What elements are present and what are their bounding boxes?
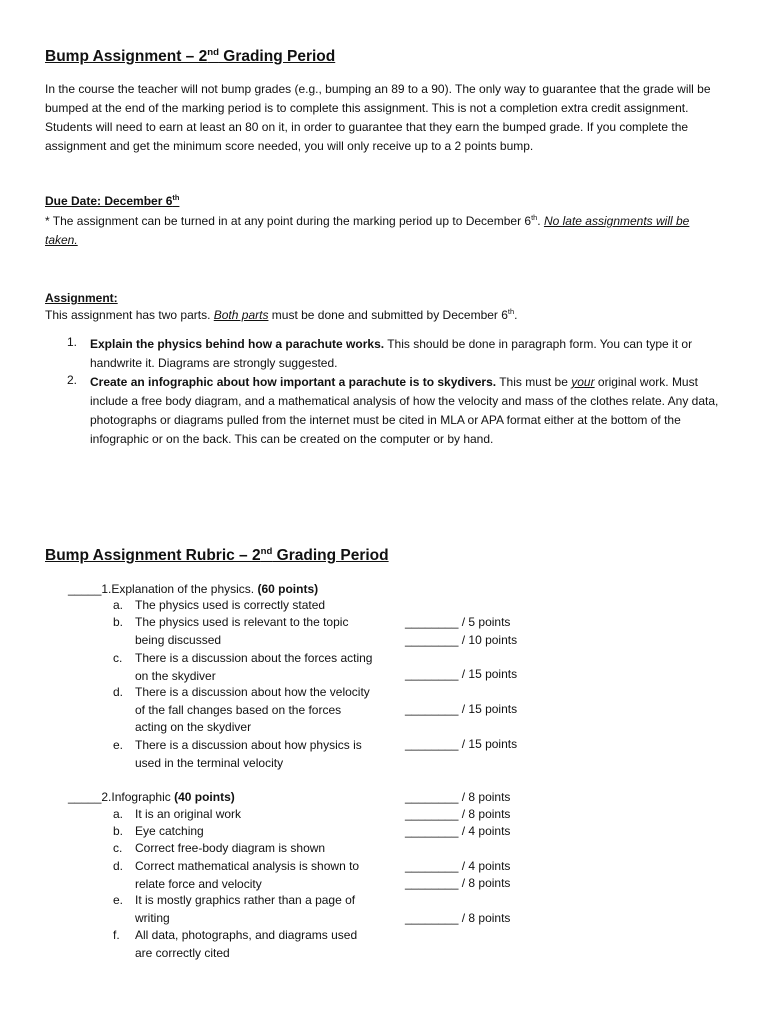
rubric-item-letter: e. — [113, 893, 124, 907]
page-title — [45, 48, 335, 66]
due-note-text: * The assignment can be turned in at any point during the marking period up to December 6 — [45, 214, 532, 228]
rubric-item-text: It is an original work — [135, 807, 242, 821]
item-text — [90, 335, 727, 373]
item-bold-text: Create an infographic about how important a parachute is to skydivers. — [90, 375, 497, 389]
rubric-item-text: Correct mathematical analysis is shown to relate force and velocity — [135, 859, 360, 891]
rubric-title-superscript: nd — [260, 545, 273, 557]
rubric-item-text: All data, photographs, and diagrams used are correctly cited — [135, 928, 358, 960]
rubric-item-letter: d. — [113, 685, 124, 699]
no-late-notice: No late assignments will be taken. — [45, 214, 690, 247]
section-label: 2.Infographic — [101, 790, 175, 804]
title-superscript: nd — [207, 46, 219, 58]
both-parts-emphasis: Both parts — [213, 308, 269, 322]
your-emphasis: your — [571, 375, 595, 389]
rubric-item-text: The physics used is correctly stated — [135, 598, 326, 612]
rubric-item-text: There is a discussion about how the velocity of the fall changes based on the forces acting on the skydiver — [135, 685, 370, 734]
rubric-item-text: There is a discussion about how physics is used in the terminal velocity — [135, 738, 362, 770]
item-bold-text: Explain the physics behind how a parachute works. — [90, 337, 385, 351]
item-rest-text: This should be done in paragraph form. You can type it or handwrite it. Diagrams are strongly suggested. — [90, 337, 693, 370]
assignment-heading: Assignment: — [45, 291, 118, 305]
score-line: ________ / 8 points — [405, 790, 511, 804]
score-line: ________ / 10 points — [405, 633, 518, 647]
score-line: ________ / 8 points — [405, 911, 511, 925]
intro-paragraph: In the course the teacher will not bump grades (e.g., bumping an 89 to a 90). The only way to guarantee that the grade will be bumped at the end of the marking period is to complete this assignment. This is not a completion extra credit assignment. Students will need to earn at least an 80 on it, in order to guarantee that they earn the bumped grade. If you complete the assignment and get the minimum score needed, you will only receive up to a 2 points bump. — [45, 82, 711, 153]
score-blank: _____ — [68, 790, 102, 804]
assignment-intro-text-2: must be done and submitted by December 6 — [268, 308, 508, 322]
rubric-title-text-end: Grading Period — [272, 547, 389, 564]
rubric-item-letter: b. — [113, 824, 124, 838]
rubric-item-letter: e. — [113, 738, 124, 752]
section-points: (60 points) — [257, 582, 319, 596]
rubric-item-text: It is mostly graphics rather than a page of writing — [135, 893, 356, 925]
item-number: 1. — [67, 335, 78, 349]
rubric-item-letter: a. — [113, 807, 124, 821]
due-note-sep: . — [537, 214, 544, 228]
rubric-item-letter: c. — [113, 651, 123, 665]
due-date-label — [45, 193, 179, 210]
rubric-item-letter: d. — [113, 859, 124, 873]
rubric-section-2-header — [68, 789, 235, 806]
score-line: ________ / 4 points — [405, 824, 511, 838]
rubric-item-text: The physics used is relevant to the topic being discussed — [135, 615, 349, 647]
rubric-item-letter: f. — [113, 928, 120, 942]
assignment-intro-end: . — [514, 308, 518, 322]
due-date-note — [45, 212, 725, 250]
rubric-title-text: Bump Assignment Rubric – 2 — [45, 547, 261, 564]
item-number: 2. — [67, 373, 78, 387]
score-line: ________ / 15 points — [405, 737, 518, 751]
score-blank: _____ — [68, 582, 102, 596]
rubric-item-text: Eye catching — [135, 824, 204, 838]
title-text-end: Grading Period — [218, 48, 336, 65]
rubric-item-text: There is a discussion about the forces acting on the skydiver — [135, 651, 373, 683]
due-date-text: Due Date: December 6 — [45, 194, 173, 208]
rubric-item-text: Correct free-body diagram is shown — [135, 841, 326, 855]
rubric-item-letter: b. — [113, 615, 124, 629]
score-line: ________ / 8 points — [405, 876, 511, 890]
rubric-section-1-header — [68, 581, 318, 598]
assignment-item — [67, 335, 727, 373]
rubric-title — [45, 547, 389, 565]
score-line: ________ / 5 points — [405, 615, 511, 629]
assignment-intro — [45, 307, 517, 324]
due-date-superscript: th — [172, 193, 180, 202]
score-line: ________ / 4 points — [405, 859, 511, 873]
score-line: ________ / 8 points — [405, 807, 511, 821]
score-line: ________ / 15 points — [405, 702, 518, 716]
section-points: (40 points) — [174, 790, 235, 804]
rubric-item-letter: a. — [113, 598, 124, 612]
section-label: 1.Explanation of the physics. — [101, 582, 258, 596]
item-rest-text: This must be — [496, 375, 572, 389]
item-rest-text-2: original work. Must include a free body diagram, and a mathematical analysis of how the velocity and mass of the clothes relate. Any data, photographs or diagrams pulled from the internet must be cited in MLA or APA format either at the bottom of the infographic or on the back. This can be created on the computer or by hand. — [90, 375, 719, 446]
score-line: ________ / 15 points — [405, 667, 518, 681]
item-text — [90, 373, 727, 449]
title-text: Bump Assignment – 2 — [45, 48, 208, 65]
assignment-intro-text: This assignment has two parts. — [45, 308, 214, 322]
assignment-item — [67, 373, 727, 449]
rubric-item-letter: c. — [113, 841, 123, 855]
assignment-intro-superscript: th — [507, 307, 515, 316]
due-note-superscript: th — [531, 213, 538, 222]
